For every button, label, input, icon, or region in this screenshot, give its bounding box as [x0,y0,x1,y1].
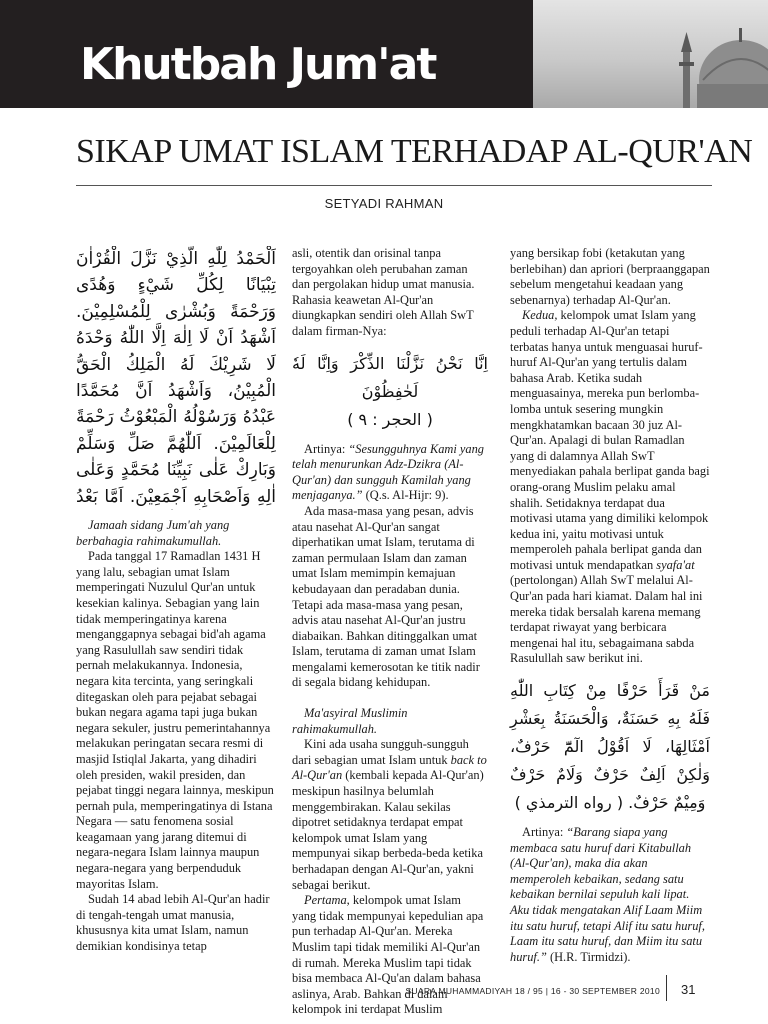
translation-label: Artinya: [522,825,567,840]
translation-quote: “Barang siapa yang membaca satu huruf dari Kitabullah (Al-Qur'an), maka dia akan memperoleh kebaikan, sedang satu kebaikan bernilai sepuluh kali lipat. Aku tidak mengatakan Alif Laam Miim itu satu huruf, tetapi Alif itu satu huruf, Laam itu satu huruf, dan Miim itu satu huruf.” [510,825,705,964]
arabic-hadith: مَنْ قَرَأَ حَرْفًا مِنْ كِتَابِ اللّٰهِ فَلَهُ بِهِ حَسَنَةٌ، وَالْحَسَنَةُ بِعَشْرِ اَمْثَالِهَا، لَا اَقُوْلُ الٓمّٓ حَرْفٌ، وَلٰكِنْ اَلِفٌ حَرْفٌ وَلَامٌ حَرْفٌ وَمِيْمٌ حَرْفٌ. ( رواه الترمذي ) [510,681,710,813]
author-name: SETYADI RAHMAN [324,196,444,211]
text-run: kelompok umat Islam yang tidak mempunyai kepedulian apa pun terhadap Al-Qur'an. Mereka Muslim tapi tidak memiliki Al-Qur'an di rumah. Mereka Muslim tapi tidak bisa membaca Al-Qu'an dalam bahasa aslinya, Arab. Bahkan di dalam kelompok ini terdapat Muslim [292,893,484,1017]
verse-text: اِنَّا نَحْنُ نَزَّلْنَا الذِّكْرَ وَاِنَّا لَهٗ لَحٰفِظُوْنَ [292,353,488,401]
column-3 [510,246,710,965]
title-divider [76,185,712,186]
text-run: (kembali kepada Al-Qur'an) meskipun hasilnya belumlah menggembirakan. Kalau sekilas dipotret setidaknya terdapat empat kelompok umat Islam yang mempunyai sikap berbeda-beda ketika berhadapan dengan Al-Qur'an, yakni sebagai berikut. [292,768,484,892]
arabic-quran-verse [292,350,488,434]
paragraph: Pada tanggal 17 Ramadlan 1431 H yang lalu, sebagian umat Islam memperingati Nuzulul Qur'an untuk kesekian kalinya. Sebagian yang lain tidak memperingatinya karena menganggapnya sebagai bid'ah agama yang Rasulullah saw sendiri tidak pernah melakukannya. Indonesia, negara kita tercinta, yang seringkali ditegaskan oleh para pejabat sebagai bukan negara agama tapi juga bukan negara sekuler, justru pemerintahannya melakukan peringatan secara resmi di masjid Istiqlal Jakarta, yang dihadiri oleh presiden, wakil presiden, dan pejabat tinggi negara lainnya, meskipun pernah pula, memperingatinya di Istana Negara — satu fenomena sosial keagamaan yang jarang ditemui di negara-negara Islam lainnya maupun negara-negara yang berpenduduk mayoritas Islam. [76,549,274,891]
text-run: Kini ada usaha sungguh-sungguh dari sebagian umat Islam untuk [292,737,469,767]
translation [292,442,488,504]
text-run-italic: back to Al-Qur'an [292,752,487,783]
mosque-dome-photo [533,0,768,108]
verse-reference: ( الحجر : ٩ ) [347,409,433,429]
paragraph [292,893,488,1018]
paragraph [292,737,488,893]
translation-reference: (Q.s. Al-Hijr: 9). [362,488,449,503]
mosque-dome-icon [533,0,768,108]
text-run-italic: Kedua, [522,308,558,323]
paragraph: Ada masa-masa yang pesan, advis atau nasehat Al-Qur'an sangat diperhatikan umat Islam, terutama di zaman permulaan Islam dan zaman umat Islam memimpin kemajuan kebudayaan dan peradaban dunia. Tetapi ada masa-masa yang pesan, advis atau nasehat Al-Qur'an justru diabaikan. Bahkan ditinggalkan umat Islam, terutama di zaman umat Islam mengalami kemerosotan ke titik nadir di segala bidang kehidupan. [292,503,480,690]
translation [510,825,710,965]
text-run: (pertolongan) Allah SwT melalui Al-Qur'an pada hari kiamat. Dalam hal ini mereka tidak bersalah karena memang terdapat riwayat yang berbicara mengenai hal itu, sebagaimana sabda Rasulullah saw berikut ini. [510,573,703,666]
text-run-italic: Pertama, [304,893,350,908]
translation-label: Artinya: [304,441,349,456]
article-title: SIKAP UMAT ISLAM TERHADAP AL-QUR'AN [76,133,753,170]
text-run: kelompok umat Islam yang peduli terhadap Al-Qur'an tetapi terbatas hanya untuk menguasai huruf-huruf Al-Qur'an yang tertulis dalam bahasa Arab. Ketika sudah menguasainya, mereka pun berlomba-lomba untuk sesering mungkin mengkhatamkan bacaan 30 juz Al-Qur'an. Apalagi di bulan Ramadlan yang di dalamnya Allah SwT menyediakan pahala berlipat ganda bagi orang-orang Muslim pelaku amal shalih. Setidaknya terdapat dua motivasi utama yang dimiliki kelompok kedua ini, yaitu motivasi untuk memperoleh pahala berlipat ganda dan motivasi untuk mendapatkan [510,308,710,572]
magazine-footer: SUARA MUHAMMADIYAH 18 / 95 | 16 - 30 SEPTEMBER 2010 [405,986,660,996]
text-run-italic: syafa'at [656,557,695,572]
salutation: Ma'asyiral Muslimin rahimakumullah. [292,706,408,736]
spacer [292,691,488,706]
page-number: 31 [681,982,696,997]
section-title: Khutbah Jum'at [80,39,436,90]
column-1 [76,246,276,955]
column-2 [292,246,488,1018]
salutation: Jamaah sidang Jum'ah yang berbahagia rahimakumullah. [76,518,230,548]
translation-reference: (H.R. Tirmidzi). [546,949,631,964]
paragraph: yang bersikap fobi (ketakutan yang berlebihan) dan apriori (berpraanggapan sebelum mengetahui keadaan yang sebenarnya) terhadap Al-Qur'an. [510,246,710,307]
translation-quote: “Sesungguhnya Kami yang telah menurunkan Adz-Dzikra (Al-Qur'an) dan sungguh Kamilah yang menjaganya.” [292,441,484,503]
arabic-opening-prayer: اَلْحَمْدُ لِلّٰهِ الَّذِيْ نَزَّلَ الْقُرْاٰنَ تِبْيَانًا لِكُلِّ شَيْءٍ وَهُدًى وَرَحْمَةً وَبُشْرٰى لِلْمُسْلِمِيْنَ. اَشْهَدُ اَنْ لَا اِلٰهَ اِلَّا اللّٰهُ وَحْدَهُ لَا شَرِيْكَ لَهُ الْمَلِكُ الْحَقُّ الْمُبِيْنُ، وَاَشْهَدُ اَنَّ مُحَمَّدًا عَبْدُهُ وَرَسُوْلُهُ الْمَبْعُوْثُ رَحْمَةً لِلْعَالَمِيْنَ. اَللّٰهُمَّ صَلِّ وَسَلِّمْ وَبَارِكْ عَلٰى نَبِيِّنَا مُحَمَّدٍ وَعَلٰى اٰلِهِ وَاَصْحَابِهِ اَجْمَعِيْنَ. اَمَّا بَعْدُ [76,249,276,507]
header-band [0,0,768,108]
footer-divider [666,975,667,1001]
paragraph: Sudah 14 abad lebih Al-Qur'an hadir di tengah-tengah umat manusia, khususnya kita umat Islam, namun demikian kondisinya tetap [76,892,270,954]
paragraph [510,308,710,667]
paragraph: asli, otentik dan orisinal tanpa tergoyahkan oleh perubahan zaman dan pergolakan hidup umat manusia. Rahasia keawetan Al-Qur'an diungkapkan sendiri oleh Allah SwT dalam firman-Nya: [292,246,475,338]
